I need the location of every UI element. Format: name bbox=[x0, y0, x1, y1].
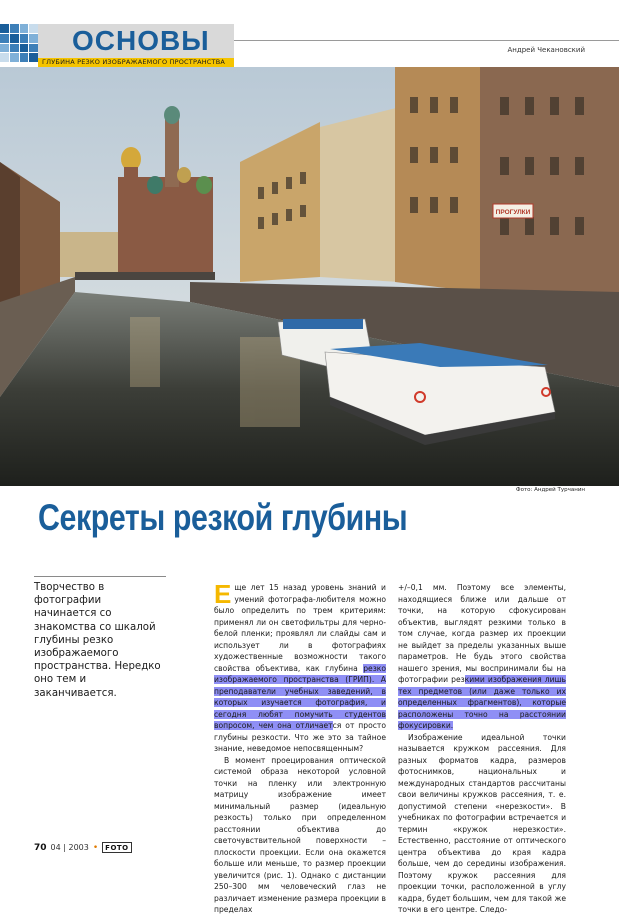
promenade-sign-text: ПРОГУЛКИ bbox=[495, 209, 531, 216]
section-grid-logo bbox=[0, 24, 38, 62]
body-column-2 bbox=[398, 582, 566, 916]
lead-box bbox=[34, 576, 166, 700]
paragraph: В момент проецирования оптической системой образа некоторой условной точки на пленку или электронную матрицу изображение имеет минимальный размер (идеальную резкость) только при определенном расстоянии объектива до светочувствительной поверхности – плоскости проекции. Если она окажется больше или меньше, то размер проекции увеличится (рис. 1). Однако с дистанции 250–300 мм человеческий глаз не различает изменение размера проекции в пределах bbox=[214, 755, 386, 914]
photo-credit: Фото: Андрей Турчанин bbox=[515, 487, 585, 493]
highlighted-text[interactable]: кими изображения лишь тех предметов (или даже только их определенных фрагментов), которые расположены точно на расстоянии фокусировки. bbox=[398, 675, 566, 730]
page-number: 70 bbox=[34, 842, 47, 853]
issue-label: 04 | 2003 bbox=[50, 843, 89, 852]
section-title: ОСНОВЫ bbox=[72, 25, 210, 56]
text-run: ще лет 15 назад уровень знаний и умений фотографа-любителя можно было определить по трем критериям: применял ли он светофильтры для черно-белой пленки; проявлял ли слайды сам и использует ли в фотографиях художественные возможности такого свойства объектива, как глубина bbox=[214, 583, 386, 673]
dropcap: Е bbox=[214, 579, 232, 609]
text-run: +/–0,1 мм. Поэтому все элементы, находящиеся ближе или дальше от точки, на которую сфокусирован объектив, выглядят резкими только в том случае, когда размер их проекции не выйдет за пределы указанных выше параметров. Не будь этого свойства нашего зрения, мы воспринимали бы на фотографии рез bbox=[398, 583, 566, 684]
hero-photo bbox=[0, 67, 619, 486]
lead-text: Творчество в фотографии начинается со знакомства со шкалой глубины резко изображаемого пространства. Нередко оно тем и заканчивается. bbox=[34, 582, 161, 699]
body-column-1 bbox=[214, 579, 386, 916]
bullet-icon: • bbox=[92, 842, 99, 853]
header-rule bbox=[234, 40, 619, 41]
text-run: ся от просто глубины резкости. Что же это за тайное знание, неведомое непосвященным? bbox=[214, 721, 386, 753]
paragraph bbox=[214, 579, 386, 755]
article-headline: Секреты резкой глубины bbox=[38, 497, 408, 538]
author-name: Андрей Чекановский bbox=[507, 46, 585, 54]
canal-cityscape-illustration bbox=[0, 67, 619, 486]
section-subtitle: ГЛУБИНА РЕЗКО ИЗОБРАЖАЕМОГО ПРОСТРАНСТВА bbox=[38, 58, 234, 67]
magazine-logo-text: FOTO bbox=[105, 843, 129, 852]
paragraph: Изображение идеальной точки называется кружком рассеяния. Для разных форматов кадра, размеров фотоснимков, национальных и международных стандартов рассчитаны свои величины кружков рассеяния, т. е. допустимой степени «нерезкости». В учебниках по фотографии встречается и термин «кружок нерезкости». Естественно, расстояние от оптического центра объектива до края кадра больше, чем до середины изображения. Поэтому кружок рассеяния для проекции точки, расположенной в углу кадра, будет большим, чем для такой же точки в его центре. Следо- bbox=[398, 732, 566, 914]
page-footer bbox=[34, 842, 132, 853]
highlighted-text[interactable]: резко изображаемого пространства (ГРИП). А преподаватели учебных заведений, в которых изучается фотография, и сегодня любят помучить студентов вопросом, чем она отличает bbox=[214, 663, 386, 730]
magazine-logo bbox=[102, 842, 131, 853]
paragraph bbox=[398, 582, 566, 732]
